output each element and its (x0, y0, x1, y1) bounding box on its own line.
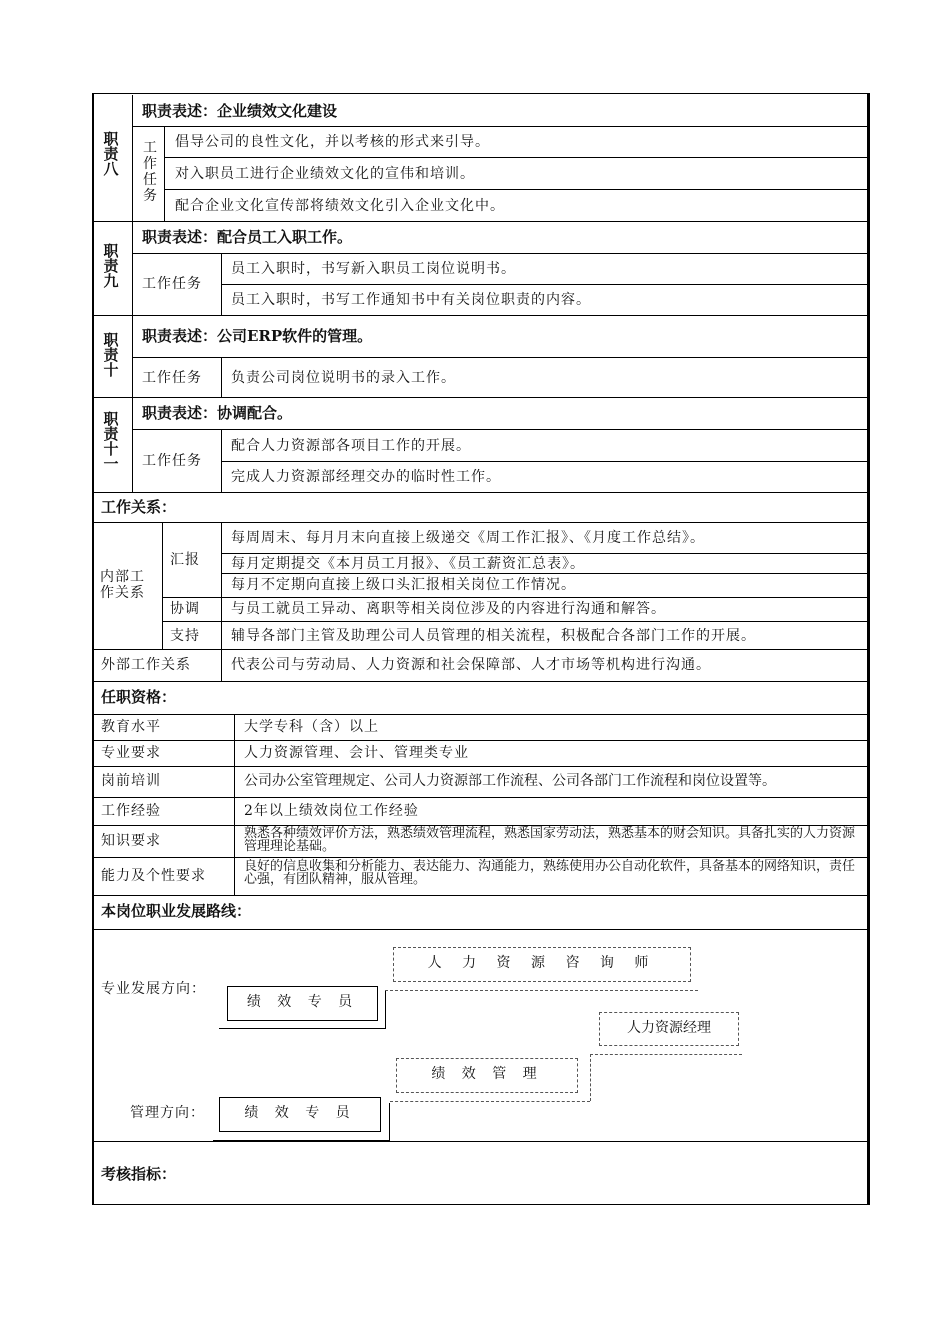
mgmt-start-box: 绩 效 专 员 (219, 1097, 381, 1132)
qualifications-title: 任职资格： (101, 688, 177, 706)
prof-next-box: 人 力 资 源 咨 询 师 (393, 947, 691, 982)
divider (92, 929, 870, 930)
duty11-label: 职责十一 (103, 410, 119, 473)
kpi-title: 考核指标： (101, 1165, 177, 1183)
connector-line (389, 1103, 390, 1140)
qual-value: 良好的信息收集和分析能力、表达能力、沟通能力，熟练使用办公自动化软件，具备基本的网络知识，责任心强，有团队精神，服从管理。 (244, 859, 856, 887)
internal-relations-label: 内部工作关系 (100, 569, 145, 601)
divider (234, 714, 235, 895)
divider (132, 126, 870, 127)
divider (132, 357, 870, 358)
divider (92, 797, 870, 798)
divider (221, 357, 222, 397)
duty8-task-1: 倡导公司的良性文化，并以考核的形式来引导。 (175, 134, 490, 150)
divider (162, 621, 870, 622)
external-relations-label: 外部工作关系 (101, 657, 191, 673)
duty9-label: 职责九 (103, 242, 119, 290)
qual-label: 专业要求 (101, 745, 161, 761)
divider (162, 597, 870, 598)
divider (92, 649, 870, 650)
qual-value: 公司办公室管理规定、公司人力资源部工作流程、公司各部门工作流程和岗位设置等。 (244, 773, 776, 789)
divider (221, 461, 870, 462)
divider (92, 522, 870, 523)
report-item-1: 每周周末、每月月末向直接上级递交《周工作汇报》、《月度工作总结》。 (231, 530, 705, 546)
duty11-task-label: 工作任务 (142, 453, 202, 469)
coord-text: 与员工就员工异动、离职等相关岗位涉及的内容进行沟通和解答。 (231, 601, 666, 617)
qual-value: 熟悉各种绩效评价方法，熟悉绩效管理流程，熟悉国家劳动法，熟悉基本的财会知识。具备扎实的人力资源管理理论基础。 (244, 826, 856, 854)
divider (92, 740, 870, 741)
divider (92, 681, 870, 682)
divider (92, 221, 870, 222)
duty8-statement: 职责表述：企业绩效文化建设 (142, 102, 338, 120)
divider (92, 714, 870, 715)
duty8-task-label: 工作任务 (143, 140, 157, 204)
support-text: 辅导各部门主管及助理公司人员管理的相关流程，积极配合各部门工作的开展。 (231, 628, 756, 644)
divider (92, 315, 870, 316)
connector-line (385, 990, 386, 1028)
duty10-label: 职责十 (103, 331, 119, 379)
divider (92, 766, 870, 767)
divider (132, 429, 870, 430)
divider (92, 857, 870, 858)
divider (132, 253, 870, 254)
mgmt-next-box: 绩 效 管 理 (396, 1058, 578, 1093)
divider (132, 95, 133, 221)
coord-label: 协调 (170, 601, 200, 617)
external-relations-text: 代表公司与劳动局、人力资源和社会保障部、人才市场等机构进行沟通。 (231, 657, 711, 673)
report-label: 汇报 (170, 552, 200, 568)
divider (162, 522, 163, 649)
hr-manager-box: 人力资源经理 (599, 1012, 739, 1046)
divider (92, 397, 870, 398)
divider (164, 189, 870, 190)
support-label: 支持 (170, 628, 200, 644)
divider (132, 315, 133, 397)
divider (164, 157, 870, 158)
connector-line (385, 990, 698, 991)
duty9-task-1: 员工入职时，书写新入职员工岗位说明书。 (231, 261, 516, 277)
qual-value: 人力资源管理、会计、管理类专业 (244, 745, 469, 761)
qual-value: 2年以上绩效岗位工作经验 (244, 803, 419, 819)
prof-direction-label: 专业发展方向： (101, 981, 206, 997)
prof-start-box: 绩 效 专 员 (227, 986, 378, 1021)
duty11-statement: 职责表述：协调配合。 (142, 404, 293, 422)
duty8-task-2: 对入职员工进行企业绩效文化的宣伟和培训。 (175, 166, 475, 182)
divider (132, 221, 133, 315)
connector-line (590, 1054, 591, 1101)
report-item-3: 每月不定期向直接上级口头汇报相关岗位工作情况。 (231, 577, 576, 593)
divider (221, 284, 870, 285)
qual-label: 岗前培训 (101, 773, 161, 789)
qual-label: 能力及个性要求 (101, 868, 206, 884)
qual-label: 工作经验 (101, 803, 161, 819)
divider (92, 492, 870, 493)
divider (92, 1141, 870, 1142)
duty8-task-3: 配合企业文化宣传部将绩效文化引入企业文化中。 (175, 198, 505, 214)
divider (221, 553, 870, 554)
qual-label: 知识要求 (101, 833, 161, 849)
duty9-task-2: 员工入职时，书写工作通知书中有关岗位职责的内容。 (231, 292, 591, 308)
career-title: 本岗位职业发展路线： (101, 902, 252, 920)
mgmt-direction-label: 管理方向： (130, 1105, 205, 1121)
relations-title: 工作关系： (101, 498, 177, 516)
duty8-label: 职责八 (103, 130, 119, 178)
connector-line (390, 1101, 590, 1102)
divider (164, 126, 165, 221)
duty10-task-1: 负责公司岗位说明书的录入工作。 (231, 370, 456, 386)
connector-line (590, 1054, 742, 1055)
duty10-task-label: 工作任务 (142, 370, 202, 386)
report-item-2: 每月定期提交《本月员工月报》、《员工薪资汇总表》。 (231, 556, 585, 572)
duty10-statement: 职责表述：公司ERP软件的管理。 (142, 327, 373, 345)
divider (221, 522, 222, 681)
connector-line (219, 1028, 386, 1029)
divider (132, 397, 133, 492)
duty11-task-1: 配合人力资源部各项目工作的开展。 (231, 438, 471, 454)
qual-value: 大学专科（含）以上 (244, 719, 379, 735)
duty11-task-2: 完成人力资源部经理交办的临时性工作。 (231, 469, 501, 485)
duty9-task-label: 工作任务 (142, 276, 202, 292)
duty9-statement: 职责表述：配合员工入职工作。 (142, 228, 353, 246)
divider (221, 573, 870, 574)
qual-label: 教育水平 (101, 719, 161, 735)
divider (92, 895, 870, 896)
